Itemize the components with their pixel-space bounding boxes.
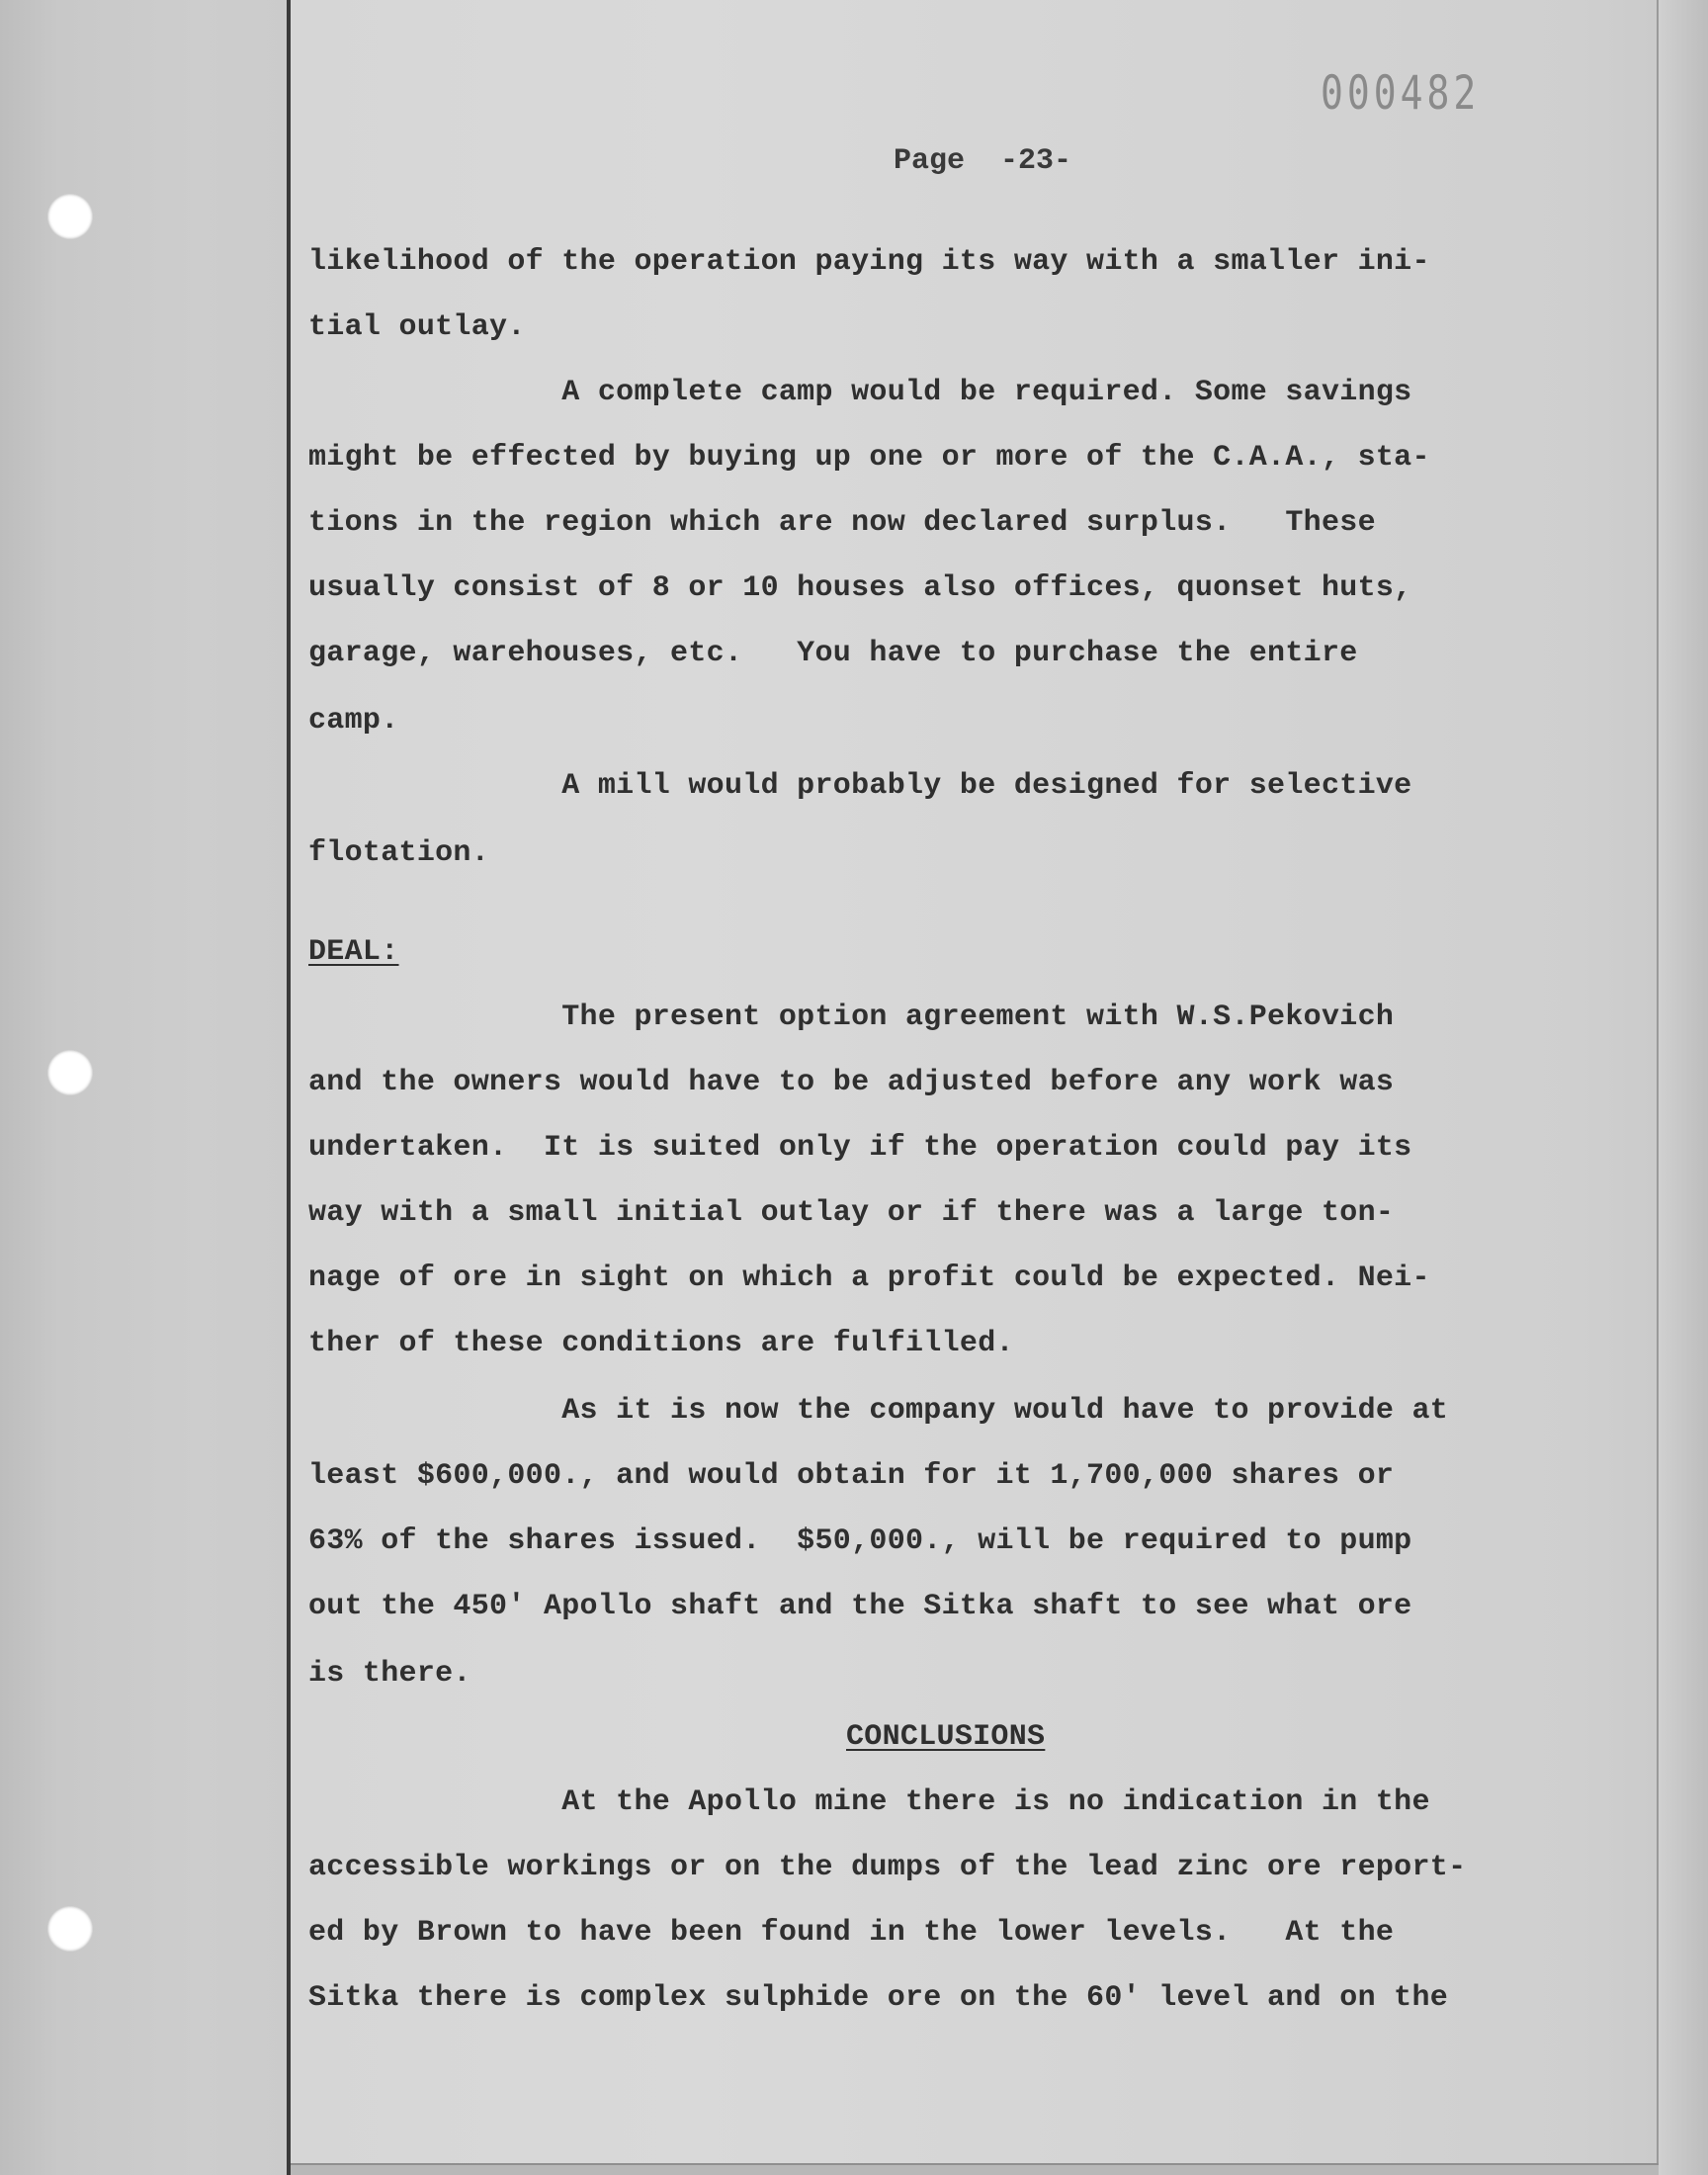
text-line: ther of these conditions are fulfilled. bbox=[308, 1327, 1014, 1360]
section-heading-deal: DEAL: bbox=[308, 935, 399, 969]
text-line: out the 450' Apollo shaft and the Sitka shaft to see what ore bbox=[308, 1590, 1412, 1623]
text-line: A mill would probably be designed for selective bbox=[308, 769, 1412, 803]
text-line: way with a small initial outlay or if there was a large ton- bbox=[308, 1196, 1395, 1230]
text-line: is there. bbox=[308, 1657, 471, 1691]
text-line: tions in the region which are now declared surplus. These bbox=[308, 506, 1376, 540]
text-line: camp. bbox=[308, 704, 399, 738]
punch-hole-top bbox=[47, 194, 93, 239]
punch-hole-bottom bbox=[47, 1906, 93, 1952]
text-line: Sitka there is complex sulphide ore on the 60' level and on the bbox=[308, 1981, 1449, 2015]
text-line: As it is now the company would have to provide at bbox=[308, 1394, 1449, 1428]
text-line: garage, warehouses, etc. You have to purchase the entire bbox=[308, 637, 1358, 670]
text-line: flotation. bbox=[308, 836, 490, 870]
page-bottom-edge bbox=[291, 2163, 1659, 2175]
text-line: undertaken. It is suited only if the operation could pay its bbox=[308, 1131, 1412, 1165]
text-line: nage of ore in sight on which a profit could be expected. Nei- bbox=[308, 1262, 1430, 1295]
text-line: and the owners would have to be adjusted before any work was bbox=[308, 1066, 1395, 1099]
section-heading-conclusions: CONCLUSIONS bbox=[846, 1720, 1046, 1754]
text-line: might be effected by buying up one or more of the C.A.A., sta- bbox=[308, 441, 1430, 475]
text-line: accessible workings or on the dumps of the lead zinc ore report- bbox=[308, 1851, 1467, 1884]
binder-margin bbox=[0, 0, 289, 2175]
text-line: least $600,000., and would obtain for it 1,700,000 shares or bbox=[308, 1459, 1395, 1493]
text-line: A complete camp would be required. Some savings bbox=[308, 376, 1412, 409]
page-number: Page -23- bbox=[894, 144, 1072, 178]
text-line: likelihood of the operation paying its way with a smaller ini- bbox=[308, 245, 1430, 279]
binder-edge-line bbox=[287, 0, 291, 2175]
punch-hole-middle bbox=[47, 1050, 93, 1095]
text-line: The present option agreement with W.S.Pekovich bbox=[308, 1000, 1395, 1034]
text-line: tial outlay. bbox=[308, 310, 526, 344]
text-line: 63% of the shares issued. $50,000., will be required to pump bbox=[308, 1524, 1412, 1558]
document-number-stamp: 000482 bbox=[1321, 65, 1481, 120]
text-line: usually consist of 8 or 10 houses also offices, quonset huts, bbox=[308, 571, 1412, 605]
text-line: At the Apollo mine there is no indication in the bbox=[308, 1785, 1430, 1819]
page-right-edge bbox=[1657, 0, 1708, 2175]
text-line: ed by Brown to have been found in the lower levels. At the bbox=[308, 1916, 1395, 1950]
